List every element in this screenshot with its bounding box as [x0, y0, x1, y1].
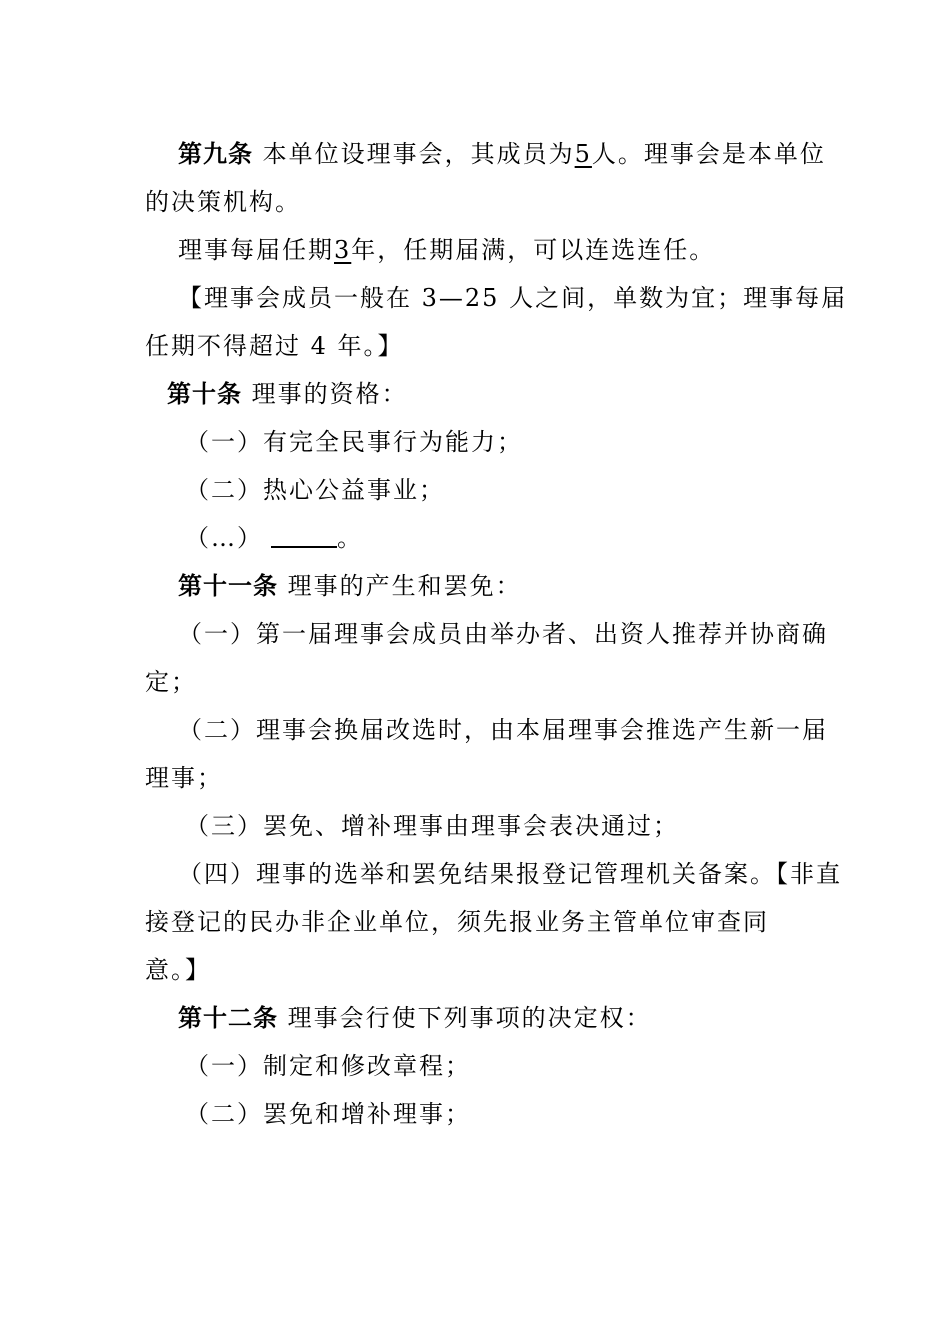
article-9-term-years: 3 [334, 236, 352, 264]
article-12-item-2: （二）罢免和增补理事； [185, 1100, 471, 1128]
article-9-note-line-2: 任期不得超过 4 年。】 [145, 332, 404, 360]
article-12-title [145, 994, 810, 1042]
article-11-item-2-line-2: 理事； [145, 764, 223, 792]
article-11-item-1-line-1: （一）第一届理事会成员由举办者、出资人推荐并协商确 [178, 620, 828, 648]
article-10-heading: 第十条 [167, 380, 242, 408]
article-9-term-b: 年，任期届满，可以连选连任。 [351, 236, 716, 264]
article-11-heading: 第十一条 [178, 572, 278, 600]
article-11-item-3: （三）罢免、增补理事由理事会表决通过； [185, 812, 679, 840]
article-11-item-4-line-2: 接登记的民办非企业单位，须先报业务主管单位审查同 [145, 908, 769, 936]
article-11-item-1-line-2: 定； [145, 668, 197, 696]
article-12-heading: 第十二条 [178, 1004, 278, 1032]
article-10-item-2: （二）热心公益事业； [185, 476, 445, 504]
article-11-item-2-line-1: （二）理事会换届改选时，由本届理事会推选产生新一届 [178, 716, 828, 744]
article-10-item-3-label: （…） [185, 524, 263, 552]
article-9-note-line-1: 【理事会成员一般在 3—25 人之间，单数为宜；理事每届 [178, 284, 848, 312]
document-page [145, 130, 848, 1138]
article-9-text-a: 本单位设理事会，其成员为 [253, 140, 575, 168]
article-9-text-b: 人。理事会是本单位 [591, 140, 826, 168]
article-12-item-1: （一）制定和修改章程； [185, 1052, 471, 1080]
article-9-heading: 第九条 [178, 140, 253, 168]
article-9-member-count: 5 [574, 140, 592, 168]
fill-in-blank [271, 520, 337, 548]
article-10-item-3-tail: 。 [337, 524, 363, 552]
article-9-term-a: 理事每届任期 [178, 236, 334, 264]
article-9-term [145, 226, 810, 274]
article-11-item-4-line-1: （四）理事的选举和罢免结果报登记管理机关备案。【非直 [178, 860, 842, 888]
article-10-text: 理事的资格： [242, 380, 408, 408]
article-11-text: 理事的产生和罢免： [278, 572, 522, 600]
article-9-line-1 [145, 130, 826, 178]
article-10-item-1: （一）有完全民事行为能力； [185, 428, 523, 456]
article-10-title [145, 370, 810, 418]
article-12-text: 理事会行使下列事项的决定权： [278, 1004, 652, 1032]
article-10-item-3 [145, 514, 810, 562]
article-11-item-4-line-3: 意。】 [145, 956, 211, 984]
article-9-line-2: 的决策机构。 [145, 188, 301, 216]
article-11-title [145, 562, 810, 610]
